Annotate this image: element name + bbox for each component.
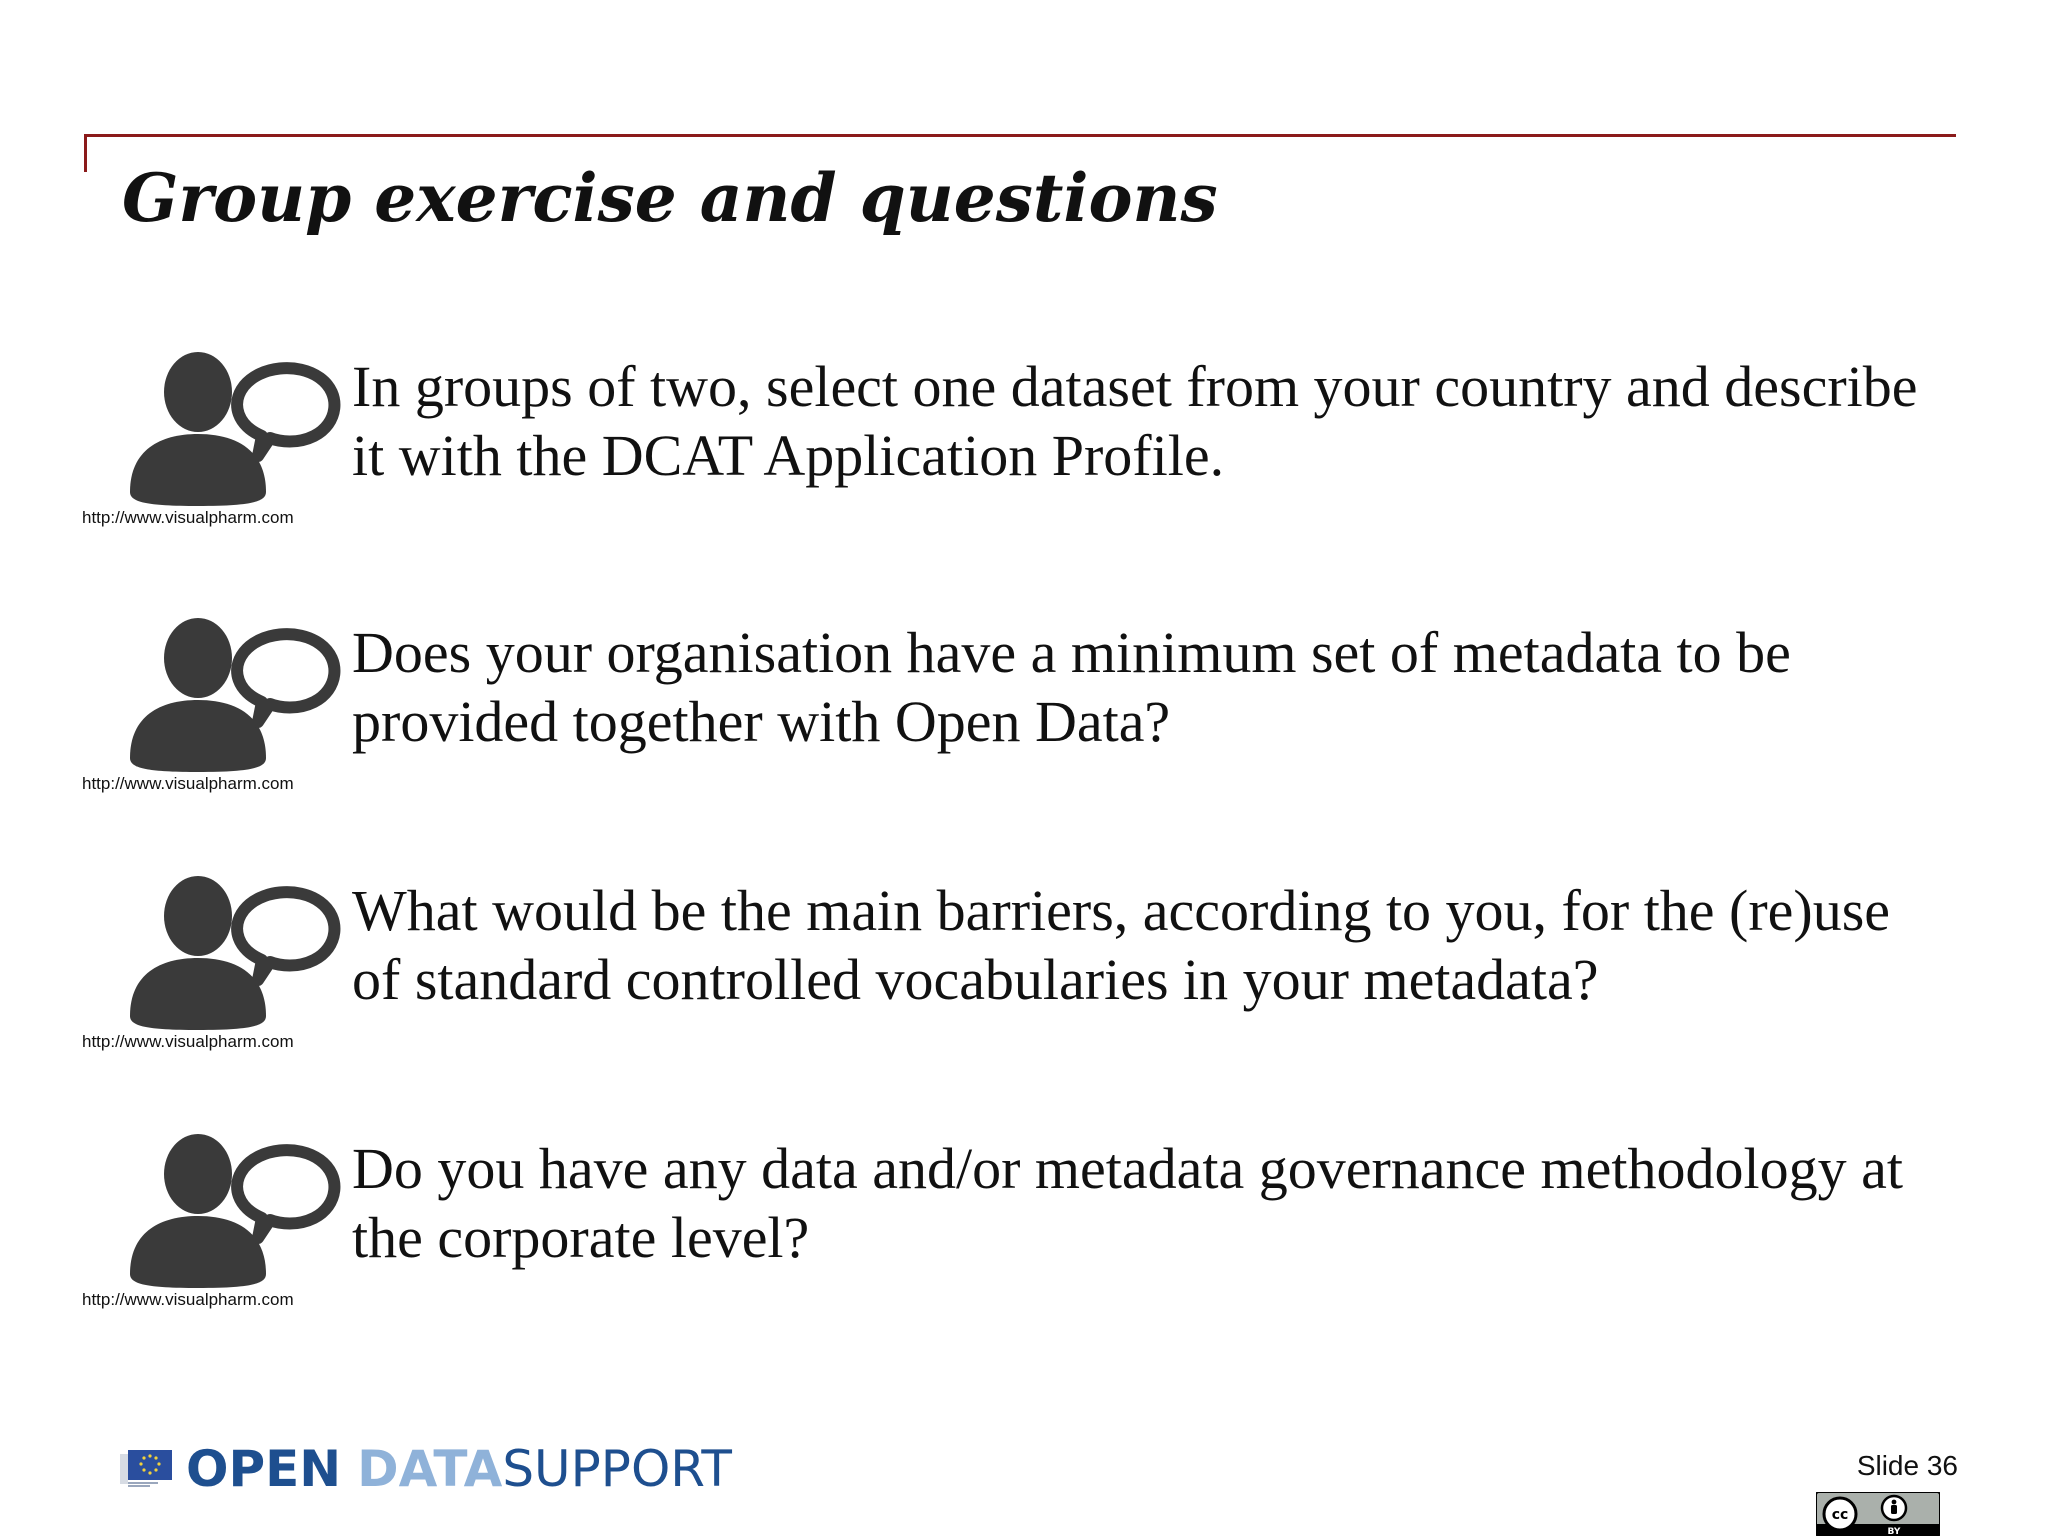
image-credit: http://www.visualpharm.com xyxy=(82,1290,294,1309)
open-data-support-logo xyxy=(120,1436,732,1502)
image-credit: http://www.visualpharm.com xyxy=(82,508,294,527)
brand-data: DATA xyxy=(357,1440,503,1498)
cc-by-icon xyxy=(1816,1492,1940,1536)
title-frame-line xyxy=(84,134,1956,137)
eu-flag-icon xyxy=(120,1450,172,1488)
question-item xyxy=(80,342,1950,542)
image-credit: http://www.visualpharm.com xyxy=(82,1032,294,1051)
person-speech-bubble-icon xyxy=(120,342,360,512)
question-text: Do you have any data and/or metadata governance methodology at the corporate level? xyxy=(352,1136,1903,1270)
question-text: What would be the main barriers, according to you, for the (re)use of standard controlled vocabularies in your metadata? xyxy=(352,878,1891,1012)
image-credit: http://www.visualpharm.com xyxy=(82,774,294,793)
question-item xyxy=(80,1124,1950,1324)
slide-number: Slide 36 xyxy=(1856,1450,1958,1481)
svg-text:cc: cc xyxy=(1831,1507,1849,1523)
svg-text:BY: BY xyxy=(1887,1527,1901,1536)
brand-support: SUPPORT xyxy=(502,1440,732,1498)
slide-title: Group exercise and questions xyxy=(122,159,1218,237)
brand-wordmark xyxy=(186,1441,732,1497)
question-text: In groups of two, select one dataset from your country and describe it with the DCAT Application Profile. xyxy=(352,354,1918,488)
person-speech-bubble-icon xyxy=(120,866,360,1036)
question-item xyxy=(80,608,1950,808)
brand-open: OPEN xyxy=(186,1440,342,1498)
title-frame-tick xyxy=(84,134,87,172)
question-text: Does your organisation have a minimum set of metadata to be provided together with Open Data? xyxy=(352,620,1791,754)
person-speech-bubble-icon xyxy=(120,608,360,778)
question-item xyxy=(80,866,1950,1066)
person-speech-bubble-icon xyxy=(120,1124,360,1294)
